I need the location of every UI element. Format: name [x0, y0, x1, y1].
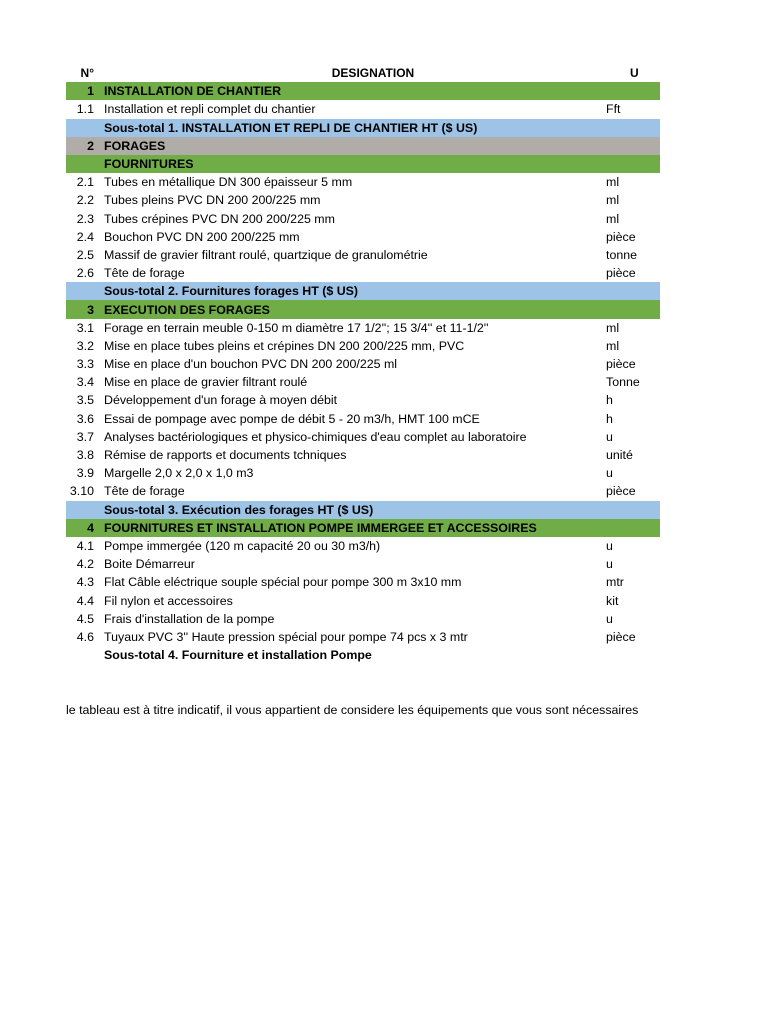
section-row [66, 155, 660, 173]
table-row [66, 428, 660, 446]
row-number: 3.2 [76, 338, 94, 353]
row-unit: h [606, 411, 613, 426]
row-number: 4.5 [76, 611, 94, 626]
row-designation: Développement d'un forage à moyen débit [104, 393, 338, 408]
row-number: 4 [87, 520, 94, 535]
row-number: 3.5 [76, 393, 94, 408]
row-designation: Margelle 2,0 x 2,0 x 1,0 m3 [104, 466, 254, 481]
header-unit: U [630, 66, 639, 81]
table-row [66, 391, 660, 409]
row-unit: tonne [606, 247, 638, 262]
row-designation: EXECUTION DES FORAGES [104, 302, 270, 317]
row-designation: Flat Câble eléctrique souple spécial pour pompe 300 m 3x10 mm [104, 575, 462, 590]
row-number: 2.6 [76, 266, 94, 281]
table-body [66, 82, 660, 664]
row-designation: Rémise de rapports et documents tchniques [104, 448, 347, 463]
row-designation: INSTALLATION DE CHANTIER [104, 84, 282, 99]
subtotal-row [66, 501, 660, 519]
row-unit: u [606, 466, 613, 481]
row-designation: Pompe immergée (120 m capacité 20 ou 30 m3/h) [104, 538, 381, 553]
row-number: 2.1 [76, 175, 94, 190]
table-row [66, 537, 660, 555]
row-number: 4.3 [76, 575, 94, 590]
section-row [66, 300, 660, 318]
row-designation: Frais d'installation de la pompe [104, 611, 275, 626]
table-row [66, 319, 660, 337]
row-unit: Fft [606, 102, 621, 117]
row-number: 3.9 [76, 466, 94, 481]
row-number: 1.1 [76, 102, 94, 117]
row-designation: Bouchon PVC DN 200 200/225 mm [104, 229, 300, 244]
section-row [66, 519, 660, 537]
table-row [66, 246, 660, 264]
row-unit: u [606, 557, 613, 572]
table-row [66, 100, 660, 118]
table-row [66, 628, 660, 646]
row-designation: Tubes en métallique DN 300 épaisseur 5 mm [104, 175, 353, 190]
header-designation: DESIGNATION [331, 66, 415, 81]
row-designation: Sous-total 3. Exécution des forages HT ($ US) [104, 502, 374, 517]
table-row [66, 464, 660, 482]
table-row [66, 337, 660, 355]
quote-table [66, 64, 660, 664]
row-designation: Tête de forage [104, 266, 185, 281]
row-unit: h [606, 393, 613, 408]
table-row [66, 482, 660, 500]
subtotal-row [66, 119, 660, 137]
row-unit: ml [606, 211, 620, 226]
row-designation: Sous-total 4. Fourniture et installation Pompe [104, 648, 372, 663]
row-number: 3.1 [76, 320, 94, 335]
row-designation: Fil nylon et accessoires [104, 593, 233, 608]
row-number: 2.5 [76, 247, 94, 262]
row-number: 4.1 [76, 538, 94, 553]
row-designation: Mise en place de gravier filtrant roulé [104, 375, 308, 390]
row-number: 3.6 [76, 411, 94, 426]
table-row [66, 264, 660, 282]
row-unit: ml [606, 175, 620, 190]
row-number: 3.7 [76, 429, 94, 444]
table-row [66, 610, 660, 628]
table-header-row [66, 64, 660, 82]
table-row [66, 210, 660, 228]
table-row [66, 410, 660, 428]
footnote: le tableau est à titre indicatif, il vous appartient de considere les équipements que vous sont nécessaires [66, 703, 639, 717]
row-number: 2.4 [76, 229, 94, 244]
row-designation: Mise en place tubes pleins et crépines DN 200 200/225 mm, PVC [104, 338, 465, 353]
table-row [66, 573, 660, 591]
row-unit: unité [606, 448, 633, 463]
table-row [66, 555, 660, 573]
row-unit: mtr [606, 575, 624, 590]
row-number: 2.2 [76, 193, 94, 208]
row-designation: Tubes pleins PVC DN 200 200/225 mm [104, 193, 321, 208]
row-designation: Boite Démarreur [104, 557, 195, 572]
row-designation: Mise en place d'un bouchon PVC DN 200 200/225 ml [104, 357, 398, 372]
row-number: 4.4 [76, 593, 94, 608]
row-unit: ml [606, 338, 620, 353]
row-designation: FOURNITURES [104, 157, 194, 172]
table-row [66, 228, 660, 246]
row-designation: Tuyaux PVC 3'' Haute pression spécial pour pompe 74 pcs x 3 mtr [104, 629, 468, 644]
row-unit: pièce [606, 484, 636, 499]
table-row [66, 373, 660, 391]
row-unit: kit [606, 593, 619, 608]
row-designation: FORAGES [104, 138, 166, 153]
row-unit: pièce [606, 229, 636, 244]
row-unit: ml [606, 320, 620, 335]
row-unit: pièce [606, 357, 636, 372]
section-row [66, 137, 660, 155]
row-designation: Sous-total 2. Fournitures forages HT ($ US) [104, 284, 359, 299]
row-number: 3.3 [76, 357, 94, 372]
row-number: 2 [87, 138, 94, 153]
row-number: 2.3 [76, 211, 94, 226]
row-designation: Analyses bactériologiques et physico-chimiques d'eau complet au laboratoire [104, 429, 527, 444]
section-row [66, 82, 660, 100]
table-row [66, 591, 660, 609]
row-number: 1 [87, 84, 94, 99]
row-unit: u [606, 429, 613, 444]
row-unit: u [606, 611, 613, 626]
row-unit: pièce [606, 266, 636, 281]
row-designation: Tubes crépines PVC DN 200 200/225 mm [104, 211, 335, 226]
row-designation: Tête de forage [104, 484, 185, 499]
row-designation: Essai de pompage avec pompe de débit 5 - 20 m3/h, HMT 100 mCE [104, 411, 480, 426]
table-row [66, 355, 660, 373]
table-row [66, 191, 660, 209]
table-row [66, 173, 660, 191]
row-number: 3.4 [76, 375, 94, 390]
row-unit: pièce [606, 629, 636, 644]
row-unit: Tonne [606, 375, 640, 390]
row-designation: Installation et repli complet du chantier [104, 102, 316, 117]
row-number: 3 [87, 302, 94, 317]
row-unit: u [606, 538, 613, 553]
table-row [66, 446, 660, 464]
row-number: 3.10 [69, 484, 94, 499]
row-designation: Massif de gravier filtrant roulé, quartzique de granulométrie [104, 247, 428, 262]
row-designation: FOURNITURES ET INSTALLATION POMPE IMMERGEE ET ACCESSOIRES [104, 520, 537, 535]
row-number: 4.6 [76, 629, 94, 644]
row-designation: Forage en terrain meuble 0-150 m diamètre 17 1/2''; 15 3/4'' et 11-1/2'' [104, 320, 489, 335]
row-designation: Sous-total 1. INSTALLATION ET REPLI DE CHANTIER HT ($ US) [104, 120, 478, 135]
row-number: 3.8 [76, 448, 94, 463]
row-number: 4.2 [76, 557, 94, 572]
subtotal-row [66, 646, 660, 664]
header-num: N° [80, 66, 94, 81]
row-unit: ml [606, 193, 620, 208]
subtotal-row [66, 282, 660, 300]
